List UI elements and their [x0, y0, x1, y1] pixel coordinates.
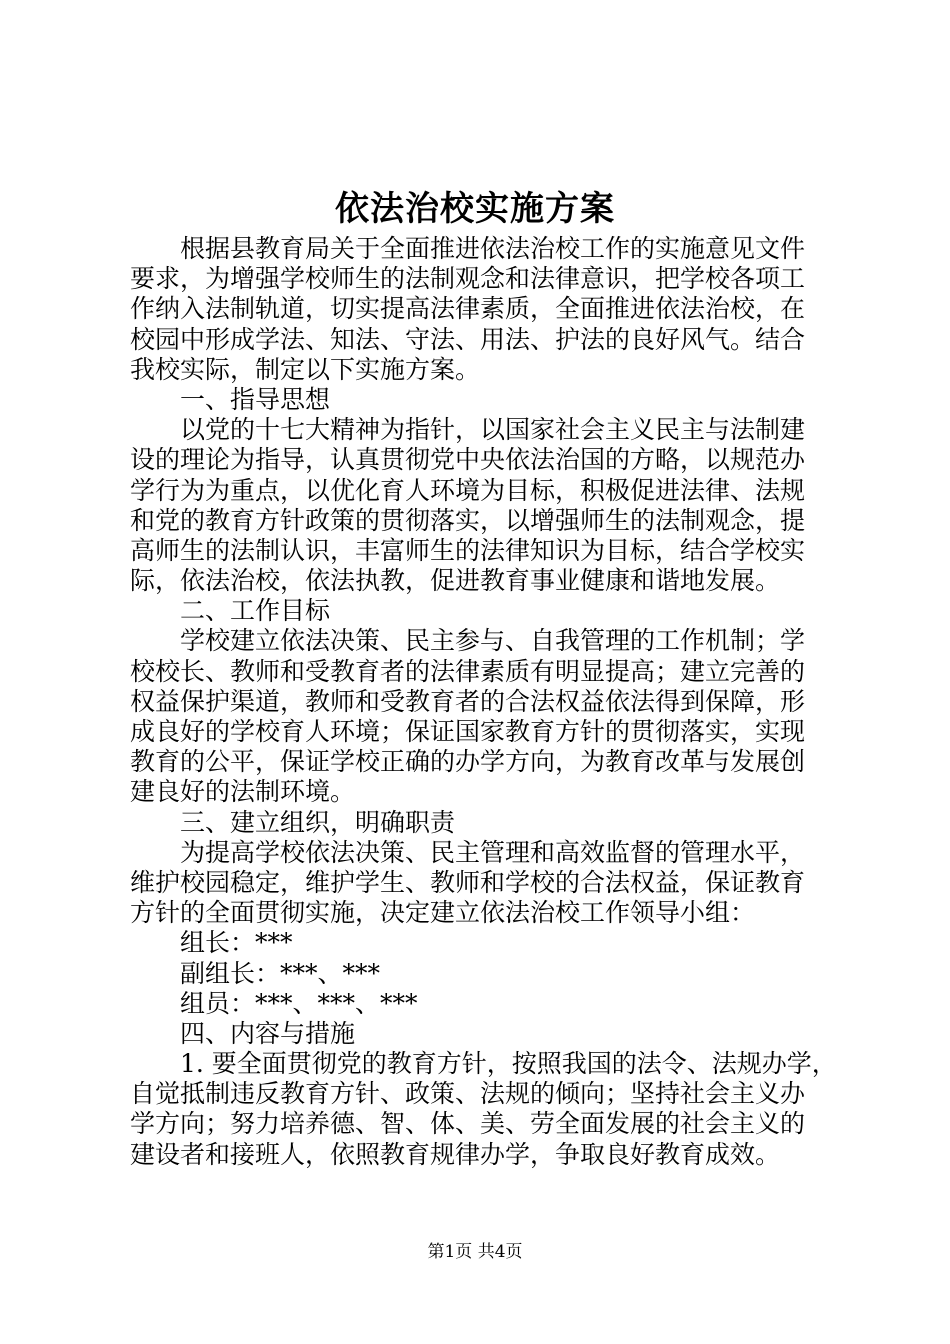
text-line: 二、工作目标: [180, 596, 331, 626]
text-line: 教育的公平，保证学校正确的办学方向，为教育改革与发展创: [130, 747, 806, 777]
text-line: 学校建立依法决策、民主参与、自我管理的工作机制；学: [180, 626, 806, 656]
text-line: 建良好的法制环境。: [130, 777, 356, 807]
text-line: 建设者和接班人，依照教育规律办学，争取良好教育成效。: [130, 1139, 781, 1169]
text-line: 为提高学校依法决策、民主管理和高效监督的管理水平，: [180, 837, 806, 867]
text-line: 1. 要全面贯彻党的教育方针，按照我国的法令、法规办学，: [180, 1049, 837, 1079]
text-line: 一、指导思想: [180, 384, 331, 414]
text-line: 校校长、教师和受教育者的法律素质有明显提高；建立完善的: [130, 656, 806, 686]
text-line: 组长：***: [180, 928, 293, 958]
text-line: 校园中形成学法、知法、守法、用法、护法的良好风气。结合: [130, 324, 806, 354]
text-line: 作纳入法制轨道，切实提高法律素质，全面推进依法治校，在: [130, 294, 806, 324]
text-line: 维护校园稳定，维护学生、教师和学校的合法权益，保证教育: [130, 867, 806, 897]
text-line: 组员：***、***、***: [180, 988, 418, 1018]
text-line: 自觉抵制违反教育方针、政策、法规的倾向；坚持社会主义办: [130, 1079, 806, 1109]
page-footer: 第1页 共4页: [427, 1242, 523, 1262]
text-line: 和党的教育方针政策的贯彻落实，以增强师生的法制观念，提: [130, 505, 806, 535]
text-line: 以党的十七大精神为指针，以国家社会主义民主与法制建: [180, 415, 806, 445]
text-line: 副组长：***、***: [180, 958, 381, 988]
document-body: [130, 234, 837, 1170]
text-line: 高师生的法制认识，丰富师生的法律知识为目标，结合学校实: [130, 535, 806, 565]
text-line: 三、建立组织，明确职责: [180, 807, 456, 837]
document-title: 依法治校实施方案: [335, 189, 615, 229]
text-line: 成良好的学校育人环境；保证国家教育方针的贯彻落实，实现: [130, 717, 806, 746]
text-line: 设的理论为指导，认真贯彻党中央依法治国的方略，以规范办: [130, 445, 806, 475]
text-line: 学方向；努力培养德、智、体、美、劳全面发展的社会主义的: [130, 1109, 806, 1139]
text-line: 四、内容与措施: [180, 1018, 356, 1048]
text-line: 学行为为重点，以优化育人环境为目标，积极促进法律、法规: [130, 475, 806, 505]
text-line: 根据县教育局关于全面推进依法治校工作的实施意见文件: [180, 234, 806, 263]
text-line: 我校实际，制定以下实施方案。: [130, 354, 481, 384]
text-line: 际，依法治校，依法执教，促进教育事业健康和谐地发展。: [130, 566, 781, 596]
text-line: 要求，为增强学校师生的法制观念和法律意识，把学校各项工: [130, 264, 806, 294]
text-line: 权益保护渠道，教师和受教育者的合法权益依法得到保障，形: [130, 686, 806, 716]
text-line: 方针的全面贯彻实施，决定建立依法治校工作领导小组：: [130, 898, 756, 928]
